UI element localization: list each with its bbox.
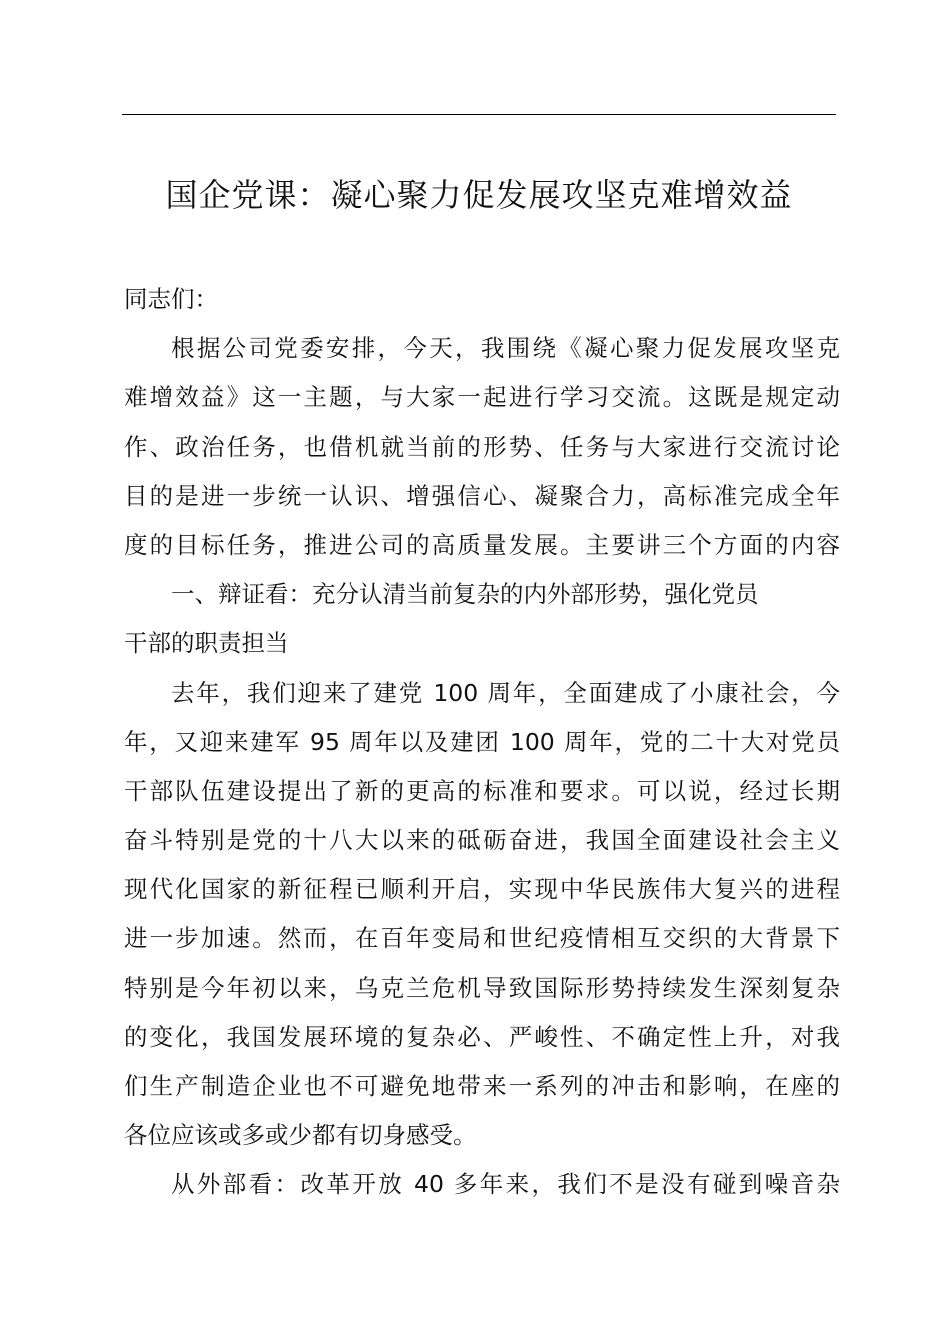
- section-heading-cont: 干部的职责担当: [124, 629, 289, 658]
- document-body: [124, 275, 840, 1210]
- paragraph-line: 从外部看：改革开放 40 多年来，我们不是没有碰到噪音杂: [171, 1170, 840, 1199]
- paragraph-line: 们生产制造企业也不可避免地带来一系列的冲击和影响，在座的: [124, 1072, 840, 1100]
- paragraph-line: 特别是今年初以来，乌克兰危机导致国际形势持续发生深刻复杂: [124, 973, 840, 1002]
- document-title: 国企党课：凝心聚力促发展攻坚克难增效益: [165, 176, 793, 214]
- paragraph-line: 度的目标任务，推进公司的高质量发展。主要讲三个方面的内容: [124, 530, 840, 559]
- paragraph-line: 的变化，我国发展环境的复杂必、严峻性、不确定性上升，对我: [124, 1022, 840, 1051]
- paragraph-line: 进一步加速。然而，在百年变局和世纪疫情相互交织的大背景下: [124, 924, 840, 953]
- paragraph-line: 作、政治任务，也借机就当前的形势、任务与大家进行交流讨论: [124, 432, 840, 461]
- paragraph-line: 现代化国家的新征程已顺利开启，实现中华民族伟大复兴的进程: [124, 875, 840, 904]
- salutation: 同志们：: [124, 285, 218, 313]
- paragraph-line: 目的是进一步统一认识、增强信心、凝聚合力，高标准完成全年: [124, 481, 840, 510]
- paragraph-line: 年，又迎来建军 95 周年以及建团 100 周年，党的二十大对党员: [124, 727, 840, 756]
- paragraph-line: 各位应该或多或少都有切身感受。: [124, 1121, 477, 1150]
- paragraph-line: 根据公司党委安排，今天，我围绕《凝心聚力促发展攻坚克: [171, 334, 840, 363]
- paragraph-line: 干部队伍建设提出了新的更高的标准和要求。可以说，经过长期: [124, 776, 840, 805]
- paragraph-line: 去年，我们迎来了建党 100 周年，全面建成了小康社会，今: [171, 678, 840, 707]
- section-heading: 一、辩证看：充分认清当前复杂的内外部形势，强化党员: [171, 580, 759, 609]
- paragraph-line: 难增效益》这一主题，与大家一起进行学习交流。这既是规定动: [124, 383, 840, 412]
- header-rule: [122, 114, 836, 115]
- paragraph-line: 奋斗特别是党的十八大以来的砥砺奋进，我国全面建设社会主义: [124, 826, 840, 855]
